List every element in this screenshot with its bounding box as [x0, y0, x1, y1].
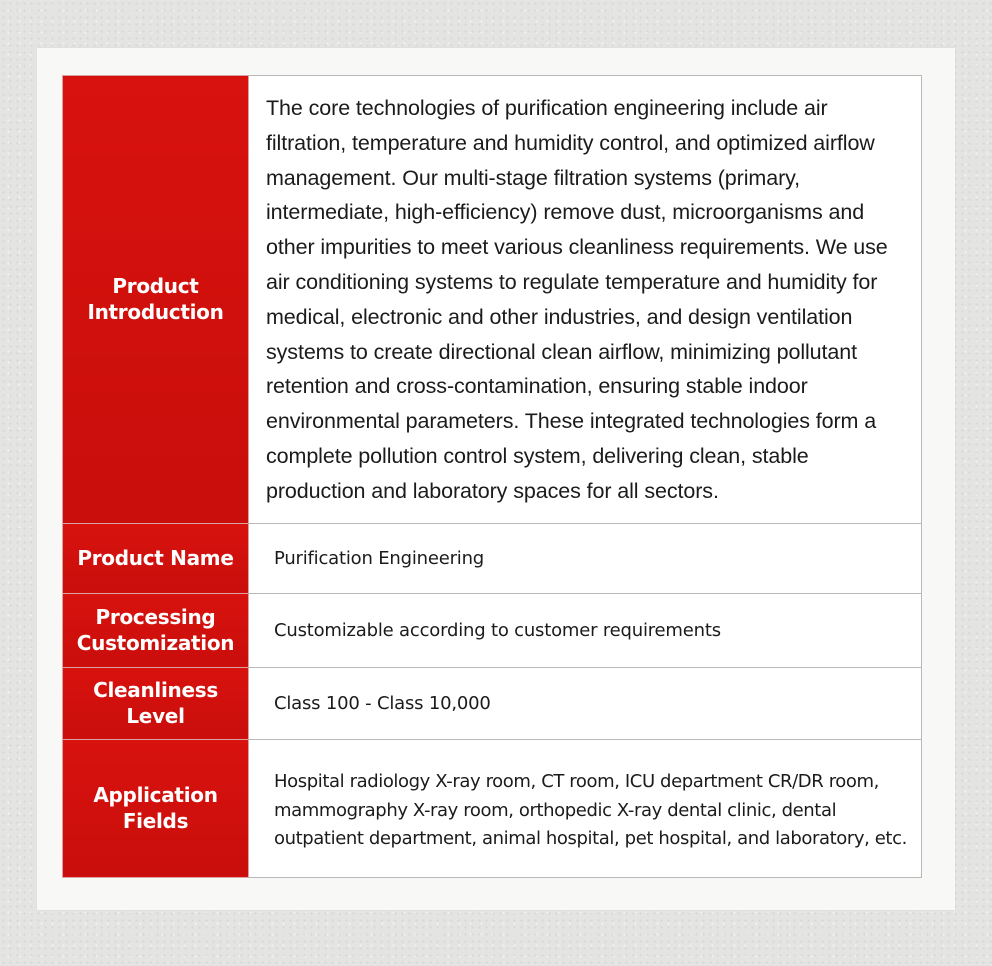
label-text: Application Fields: [93, 783, 218, 834]
product-name-text: Purification Engineering: [274, 547, 485, 569]
row-label-product-name: [63, 523, 249, 593]
row-value-cleanliness-level: [249, 667, 922, 739]
table-row-application-fields: [63, 739, 922, 877]
table-row-product-name: [63, 523, 922, 593]
product-spec-table: [62, 75, 922, 878]
application-fields-text: Hospital radiology X-ray room, CT room, ICU department CR/DR room, mammography X-ray room, orthopedic X-ray dental clinic, dental outpatient department, animal hospital, pet hospital, and laboratory, etc.: [274, 771, 907, 850]
product-introduction-text: The core technologies of purification engineering include air filtration, temperature and humidity control, and optimized airflow management. Our multi-stage filtration systems (primary, intermediate, high-efficiency) remove dust, microorganisms and other impurities to meet various cleanliness requirements. We use air conditioning systems to regulate temperature and humidity for medical, electronic and other industries, and design ventilation systems to create directional clean airflow, minimizing pollutant retention and cross-contamination, ensuring stable indoor environmental parameters. These integrated technologies form a complete pollution control system, delivering clean, stable production and laboratory spaces for all sectors.: [266, 96, 888, 503]
row-value-application-fields: [249, 739, 922, 877]
label-text: Product Name: [77, 546, 234, 571]
label-text: Product Introduction: [87, 274, 224, 325]
label-text: Processing Customization: [76, 605, 235, 656]
row-label-application-fields: [63, 739, 249, 877]
row-value-product-name: [249, 523, 922, 593]
row-label-product-introduction: [63, 76, 249, 524]
row-value-product-introduction: [249, 76, 922, 524]
table-row-product-introduction: [63, 76, 922, 524]
row-label-cleanliness-level: [63, 667, 249, 739]
table-row-processing-customization: [63, 593, 922, 667]
cleanliness-level-text: Class 100 - Class 10,000: [274, 692, 491, 714]
processing-customization-text: Customizable according to customer requirements: [274, 619, 721, 641]
table-row-cleanliness-level: [63, 667, 922, 739]
row-label-processing-customization: [63, 593, 249, 667]
label-text: Cleanliness Level: [93, 678, 218, 729]
row-value-processing-customization: [249, 593, 922, 667]
